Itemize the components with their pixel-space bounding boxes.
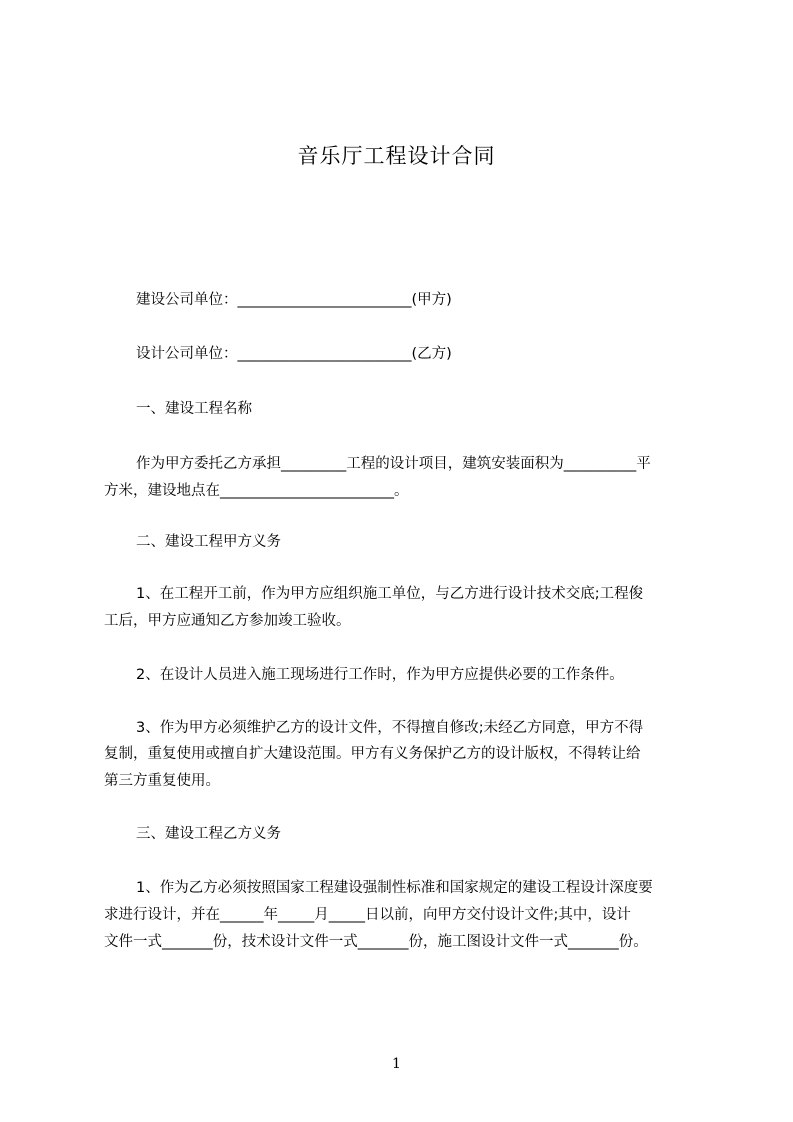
section-2-item-1-line-1: 1、在工程开工前，作为甲方应组织施工单位，与乙方进行设计技术交底;工程俊 — [136, 586, 644, 602]
section-1-para-line-1: 作为甲方委托乙方承担_________工程的设计项目，建筑安装面积为__________平 — [136, 456, 651, 472]
section-3-item-1-line-1: 1、作为乙方必须按照国家工程建设强制性标准和国家规定的建设工程设计深度要 — [136, 880, 653, 896]
section-2-item-3-line-2: 复制，重复使用或擅自扩大建设范围。甲方有义务保护乙方的设计版权，不得转让给 — [104, 746, 641, 762]
section-1-para-line-2: 方米，建设地点在________________________。 — [104, 483, 409, 499]
section-2-heading: 二、建设工程甲方义务 — [136, 534, 281, 550]
section-2-item-3-line-1: 3、作为甲方必须维护乙方的设计文件，不得擅自修改;未经乙方同意，甲方不得 — [136, 720, 644, 736]
contract-title: 音乐厅工程设计合同 — [297, 144, 496, 168]
section-3-item-1-line-3: 文件一式_______份，技术设计文件一式_______份，施工图设计文件一式_______份。 — [104, 934, 648, 950]
page-number: 1 — [392, 1056, 401, 1072]
section-2-item-2-line-1: 2、在设计人员进入施工现场进行工作时，作为甲方应提供必要的工作条件。 — [136, 667, 624, 683]
section-2-item-1-line-2: 工后，甲方应通知乙方参加竣工验收。 — [104, 613, 351, 629]
section-3-heading: 三、建设工程乙方义务 — [136, 826, 281, 842]
party-a-line: 建设公司单位：________________________(甲方) — [136, 292, 452, 308]
party-b-line: 设计公司单位：________________________(乙方) — [136, 346, 452, 362]
section-2-item-3-line-3: 第三方重复使用。 — [104, 773, 220, 789]
section-1-heading: 一、建设工程名称 — [136, 401, 252, 417]
section-3-item-1-line-2: 求进行设计，并在______年_____月_____日以前，向甲方交付设计文件;其中，设计 — [104, 907, 631, 923]
